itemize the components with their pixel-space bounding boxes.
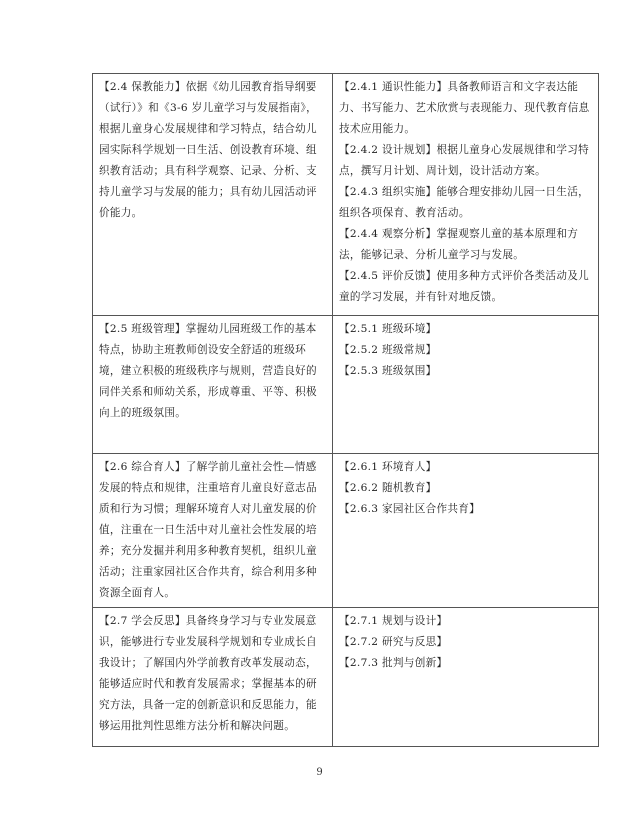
sub-competency-list	[333, 454, 599, 608]
sub-competency-item: 【2.5.2 班级常规】	[339, 344, 437, 356]
sub-competency-item: 【2.5.1 班级环境】	[339, 323, 437, 335]
sub-competency-item: 【2.4.5 评价反馈】使用多种方式评价各类活动及儿童的学习发展，并有针对地反馈。	[339, 270, 589, 303]
sub-competency-item: 【2.6.1 环境育人】	[339, 461, 437, 473]
sub-competency-item: 【2.4.3 组织实施】能够合理安排幼儿园一日生活，组织各项保育、教育活动。	[339, 186, 589, 219]
competency-description: 【2.5 班级管理】掌握幼儿园班级工作的基本特点，协助主班教师创设安全舒适的班级环境，建立积极的班级秩序与规则，营造良好的同伴关系和师幼关系，形成尊重、平等、积极向上的班级氛围。	[93, 316, 333, 454]
competency-description: 【2.4 保教能力】依据《幼儿园教育指导纲要（试行）》和《3-6 岁儿童学习与发展指南》，根据儿童身心发展规律和学习特点，结合幼儿园实际科学规划一日生活、创设教育环境、组织教育活动；具有科学观察、记录、分析、支持儿童学习与发展的能力；具有幼儿园活动评价能力。	[93, 74, 333, 316]
table-row-2-7	[93, 608, 599, 747]
competency-description: 【2.6 综合育人】了解学前儿童社会性—情感发展的特点和规律，注重培育儿童良好意志品质和行为习惯；理解环境育人对儿童发展的价值，注重在一日生活中对儿童社会性发展的培养；充分发掘并利用多种教育契机，组织儿童活动；注重家园社区合作共育，综合利用多种资源全面育人。	[93, 454, 333, 608]
competency-description: 【2.7 学会反思】具备终身学习与专业发展意识，能够进行专业发展科学规划和专业成长自我设计；了解国内外学前教育改革发展动态，能够适应时代和教育发展需求；掌握基本的研究方法，具备一定的创新意识和反思能力，能够运用批判性思维方法分析和解决问题。	[93, 608, 333, 747]
sub-competency-item: 【2.4.2 设计规划】根据儿童身心发展规律和学习特点，撰写月计划、周计划，设计活动方案。	[339, 144, 589, 177]
sub-competency-item: 【2.4.4 观察分析】掌握观察儿童的基本原理和方法，能够记录、分析儿童学习与发展。	[339, 228, 579, 261]
sub-competency-item: 【2.7.2 研究与反思】	[339, 636, 448, 648]
competency-table	[92, 73, 599, 747]
sub-competency-list	[333, 74, 599, 316]
sub-competency-item: 【2.5.3 班级氛围】	[339, 365, 437, 377]
table-row-2-4	[93, 74, 599, 316]
sub-competency-item: 【2.7.1 规划与设计】	[339, 615, 448, 627]
page-number: 9	[316, 767, 323, 778]
table-row-2-5	[93, 316, 599, 454]
sub-competency-item: 【2.6.3 家园社区合作共育】	[339, 503, 481, 515]
sub-competency-item: 【2.6.2 随机教育】	[339, 482, 437, 494]
sub-competency-item: 【2.4.1 通识性能力】具备教师语言和文字表达能力、书写能力、艺术欣赏与表现能力、现代教育信息技术应用能力。	[339, 81, 590, 135]
sub-competency-list	[333, 316, 599, 454]
sub-competency-item: 【2.7.3 批判与创新】	[339, 657, 448, 669]
table-row-2-6	[93, 454, 599, 608]
sub-competency-list	[333, 608, 599, 747]
